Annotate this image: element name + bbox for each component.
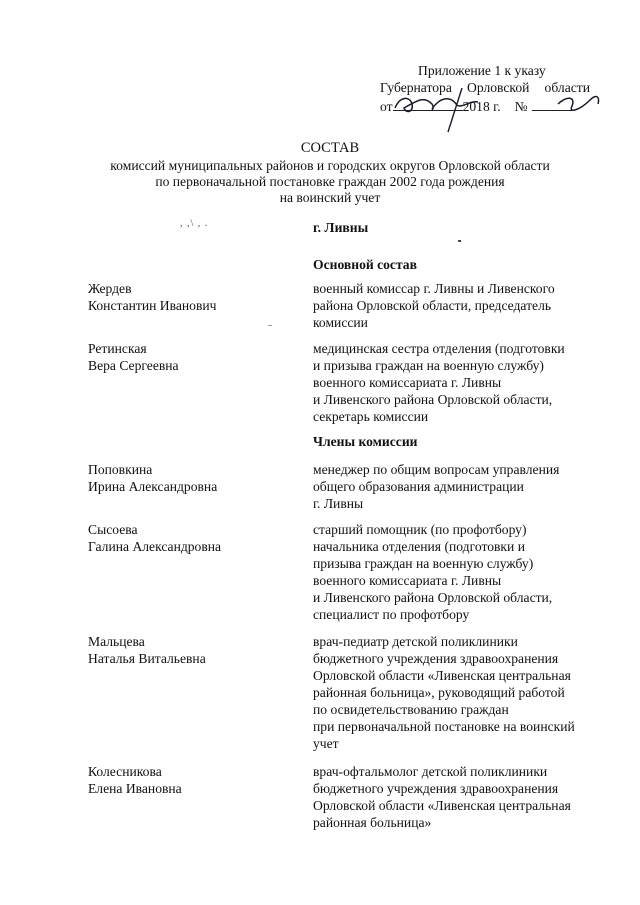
- appendix-line-1: Приложение 1 к указу: [418, 63, 546, 78]
- scan-artifact-mark: , ,\ , .: [180, 218, 209, 229]
- role-line: и Ливенского района Орловской области,: [313, 392, 553, 407]
- role-line: и Ливенского района Орловской области,: [313, 590, 553, 605]
- appendix-number-label: №: [514, 99, 528, 114]
- person-surname: Ретинская: [88, 341, 147, 356]
- person-given-name: Наталья Витальевна: [88, 651, 206, 666]
- role-line: Орловской области «Ливенская центральная: [313, 668, 571, 683]
- role-line: г. Ливны: [313, 496, 364, 511]
- subtitle-line-1: комиссий муниципальных районов и городских округов Орловской области: [110, 158, 550, 173]
- person-role: [313, 521, 613, 623]
- person-surname: Жердев: [88, 281, 132, 296]
- person-role: [313, 633, 613, 752]
- role-line: районная больница»: [313, 815, 432, 830]
- person-given-name: Ирина Александровна: [88, 479, 218, 494]
- role-line: врач-педиатр детской поликлиники: [313, 634, 518, 649]
- role-line: старший помощник (по профотбору): [313, 522, 527, 537]
- appendix-governor: Губернатора: [380, 80, 452, 95]
- person-given-name: Вера Сергеевна: [88, 358, 179, 373]
- role-line: медицинская сестра отделения (подготовки: [313, 341, 565, 356]
- role-line: и призыва граждан на военную службу): [313, 358, 544, 373]
- section-main-heading: Основной состав: [313, 257, 417, 272]
- role-line: военный комиссар г. Ливны и Ливенского: [313, 281, 555, 296]
- appendix-from: от: [380, 99, 393, 114]
- section-members-heading: Члены комиссии: [313, 434, 418, 449]
- person-surname: Колесникова: [88, 764, 162, 779]
- appendix-oblast: области: [544, 80, 590, 95]
- role-line: секретарь комиссии: [313, 409, 429, 424]
- person-role: [313, 280, 613, 331]
- document-title: СОСТАВ: [300, 140, 360, 156]
- handwriting-signature: [0, 0, 640, 140]
- subtitle-line-3: на воинский учет: [279, 190, 381, 205]
- subtitle-line-2: по первоначальной постановке граждан 2002 года рождения: [155, 174, 505, 189]
- scan-artifact-dot: [458, 240, 461, 242]
- role-line: Орловской области «Ливенская центральная: [313, 798, 571, 813]
- person-given-name: Елена Ивановна: [88, 781, 182, 796]
- role-line: общего образования администрации: [313, 479, 524, 494]
- person-role: [313, 461, 613, 512]
- person-given-name: Константин Иванович: [88, 298, 217, 313]
- appendix-year: 2018 г.: [462, 99, 501, 114]
- person-role: [313, 763, 613, 831]
- person-surname: Мальцева: [88, 634, 145, 649]
- role-line: военного комиссариата г. Ливны: [313, 375, 502, 390]
- role-line: врач-офтальмолог детской поликлиники: [313, 764, 548, 779]
- person-surname: Поповкина: [88, 462, 153, 477]
- role-line: специалист по профотбору: [313, 607, 470, 622]
- role-line: начальника отделения (подготовки и: [313, 539, 525, 554]
- role-line: района Орловской области, председатель: [313, 298, 552, 313]
- role-line: при первоначальной постановке на воинский: [313, 719, 575, 734]
- role-line: бюджетного учреждения здравоохранения: [313, 651, 559, 666]
- city-heading: г. Ливны: [313, 220, 369, 235]
- role-line: комиссии: [313, 315, 368, 330]
- person-role: [313, 340, 613, 425]
- person-given-name: Галина Александровна: [88, 539, 222, 554]
- role-line: учет: [313, 736, 339, 751]
- role-line: менеджер по общим вопросам управления: [313, 462, 560, 477]
- role-line: бюджетного учреждения здравоохранения: [313, 781, 559, 796]
- appendix-region: Орловской: [467, 80, 530, 95]
- person-surname: Сысоева: [88, 522, 138, 537]
- role-line: призыва граждан на военную службу): [313, 556, 534, 571]
- role-line: военного комиссариата г. Ливны: [313, 573, 502, 588]
- role-line: по освидетельствованию граждан: [313, 702, 509, 717]
- role-line: районная больница», руководящий работой: [313, 685, 565, 700]
- scan-artifact-tick: [268, 325, 272, 326]
